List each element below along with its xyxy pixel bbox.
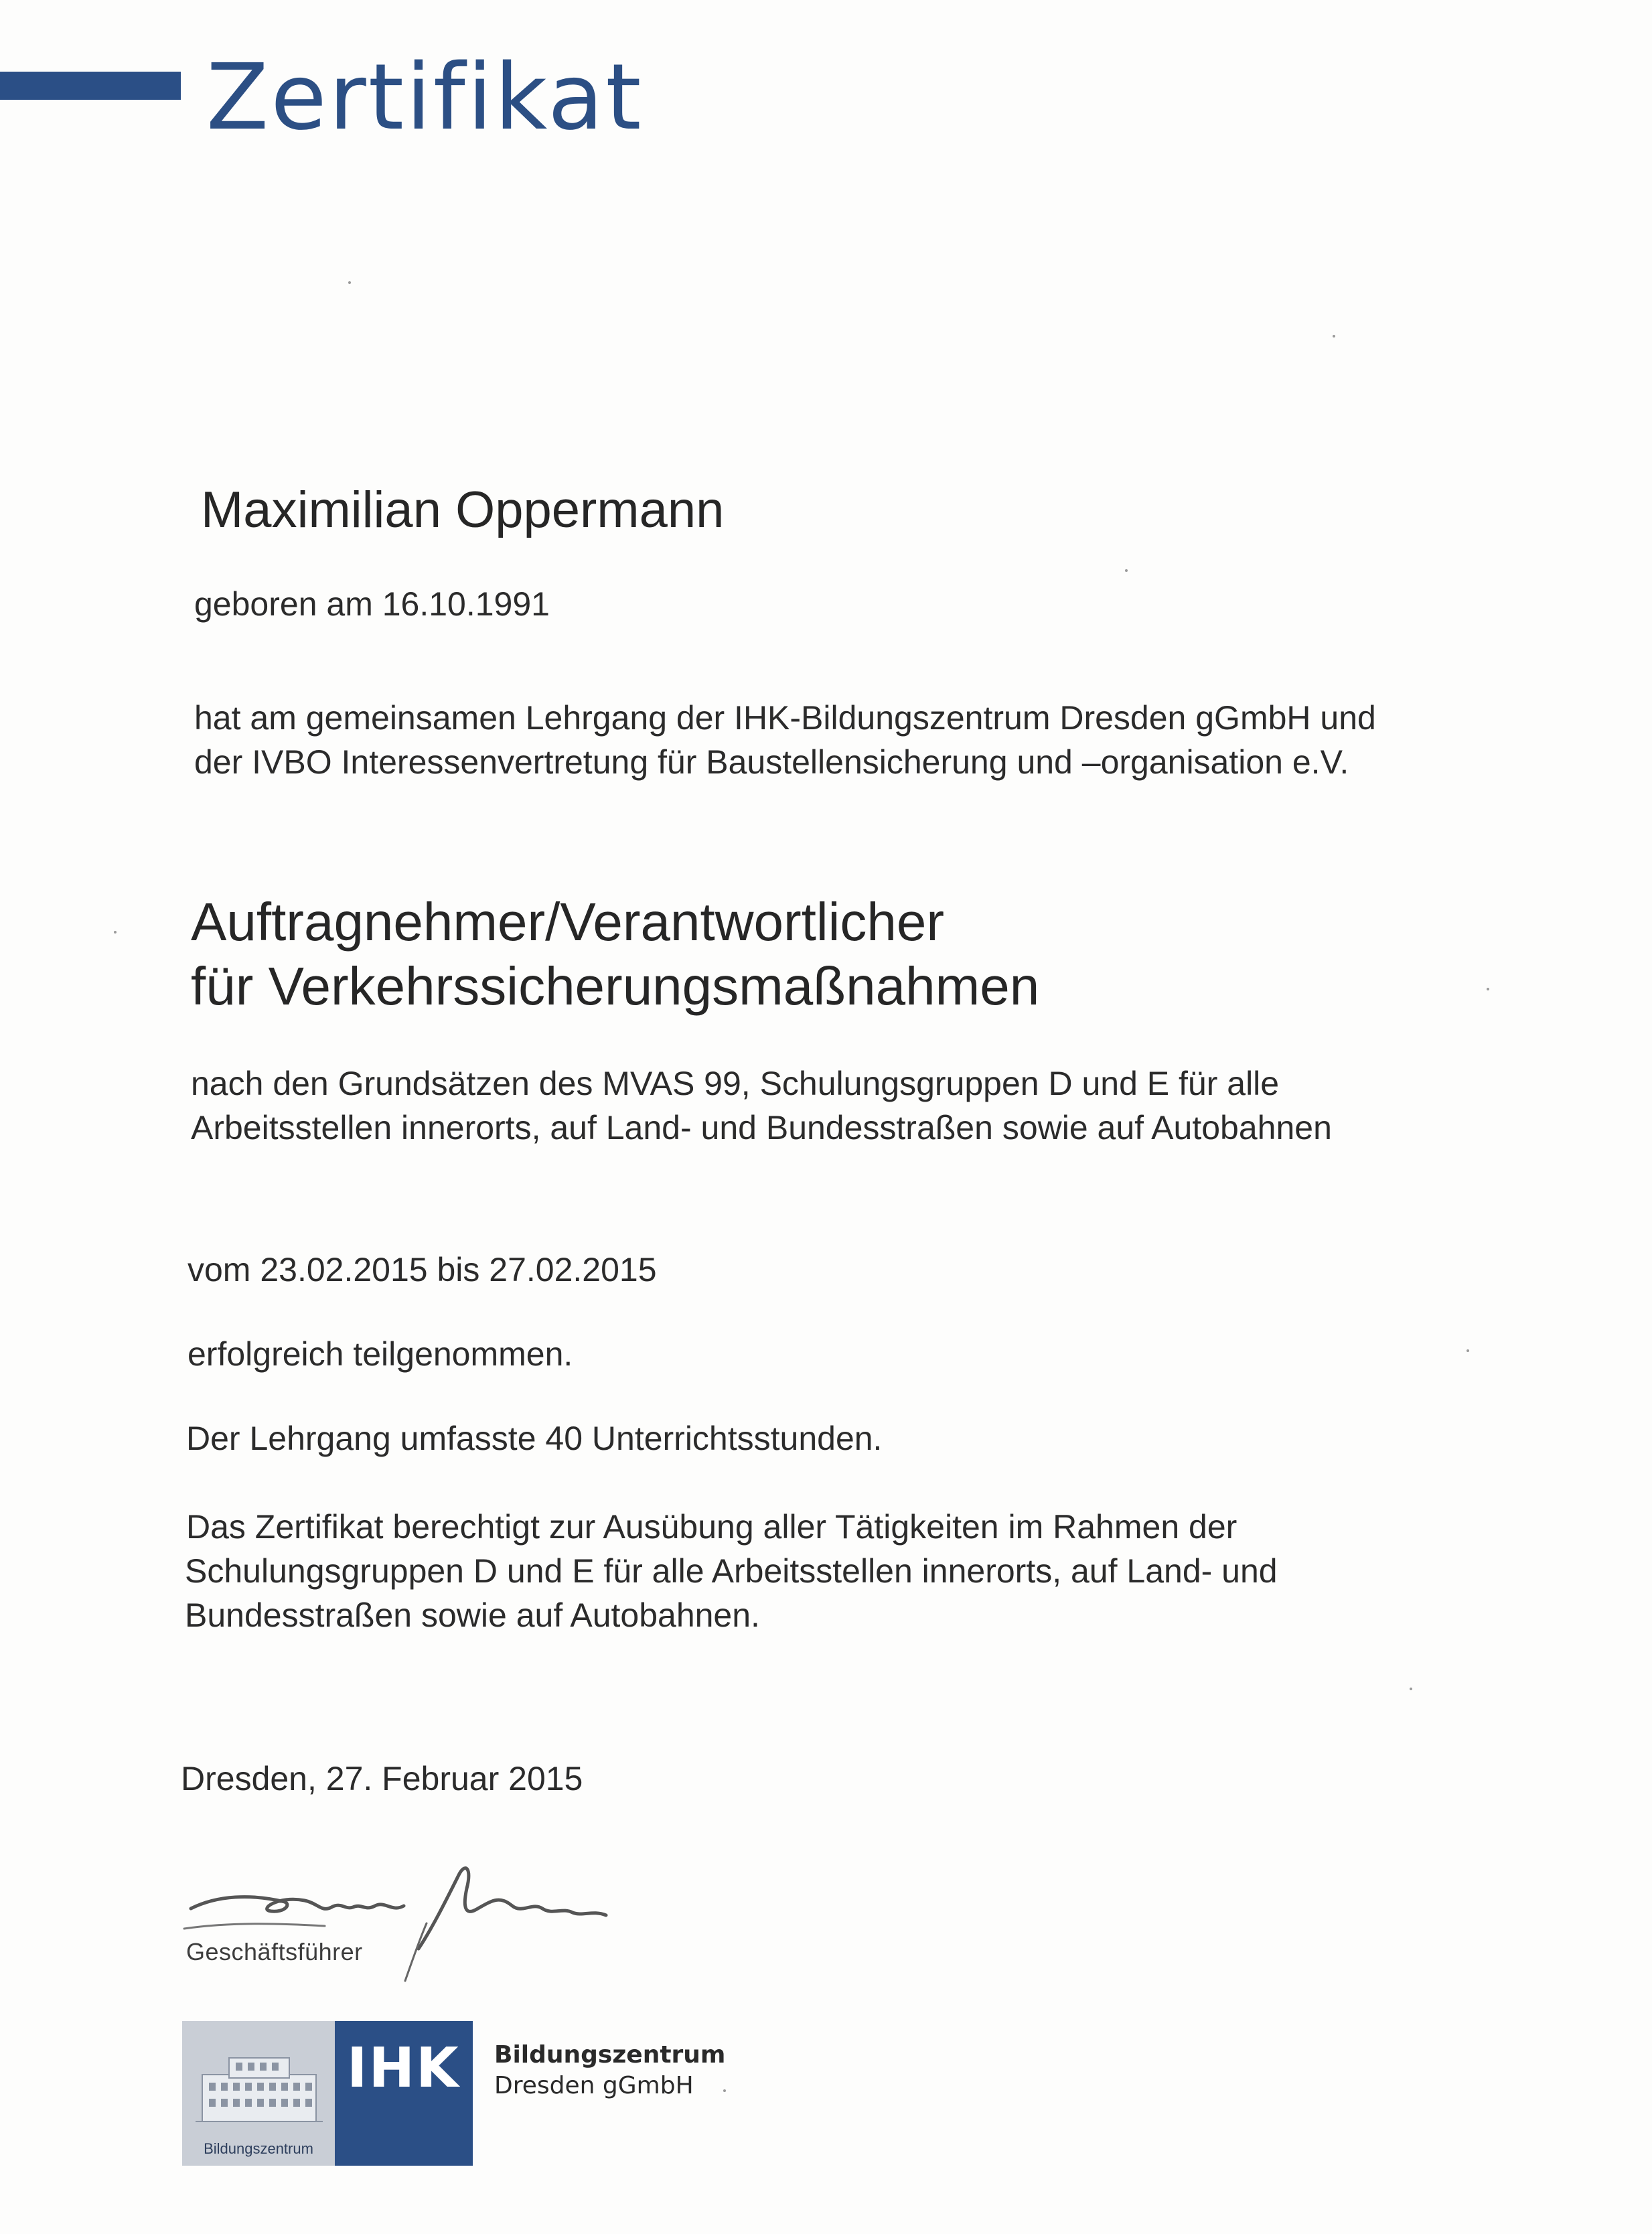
scan-speck (1487, 988, 1489, 990)
ihk-logo-mark (335, 2021, 473, 2166)
scan-speck (1410, 1688, 1412, 1690)
entitlement-line-1: Das Zertifikat berechtigt zur Ausübung aller Tätigkeiten im Rahmen der (186, 1508, 1237, 1546)
header-accent-bar (0, 72, 181, 100)
course-basis-line-2: Arbeitsstellen innerorts, auf Land- und Bundesstraßen sowie auf Autobahnen (191, 1109, 1332, 1146)
certificate-title: Zertifikat (206, 45, 644, 151)
ihk-logo-emblem (182, 2021, 335, 2166)
course-result: erfolgreich teilgenommen. (187, 1335, 573, 1373)
logo-emblem-label: Bildungszentrum (204, 2140, 313, 2157)
scan-speck (1333, 335, 1335, 338)
logo-org-line-1: Bildungszentrum (494, 2041, 726, 2069)
course-title-line-2: für Verkehrssicherungsmaßnahmen (191, 956, 1040, 1016)
birth-date-line: geboren am 16.10.1991 (194, 585, 550, 623)
course-title-line-1: Auftragnehmer/Verantwortlicher (191, 892, 944, 952)
entitlement-line-3: Bundesstraßen sowie auf Autobahnen. (185, 1596, 760, 1634)
scan-speck (723, 2089, 726, 2092)
scan-speck (348, 281, 351, 284)
scan-speck (1467, 1349, 1469, 1352)
course-hours: Der Lehrgang umfasste 40 Unterrichtsstunden. (186, 1420, 883, 1457)
recipient-name: Maximilian Oppermann (201, 481, 725, 538)
intro-line-1: hat am gemeinsamen Lehrgang der IHK-Bildungszentrum Dresden gGmbH und (194, 699, 1376, 737)
scan-speck (1125, 569, 1128, 572)
entitlement-line-2: Schulungsgruppen D und E für alle Arbeitsstellen innerorts, auf Land- und (185, 1552, 1278, 1590)
signature-role: Geschäftsführer (186, 1938, 363, 1965)
logo-ihk-text: IHK (347, 2036, 460, 2100)
place-date: Dresden, 27. Februar 2015 (181, 1760, 583, 1797)
intro-line-2: der IVBO Interessenvertretung für Baustellensicherung und –organisation e.V. (194, 743, 1349, 781)
scan-speck (114, 931, 117, 934)
course-period: vom 23.02.2015 bis 27.02.2015 (187, 1251, 657, 1288)
course-basis-line-1: nach den Grundsätzen des MVAS 99, Schulungsgruppen D und E für alle (191, 1065, 1280, 1102)
logo-org-line-2: Dresden gGmbH (494, 2072, 694, 2099)
